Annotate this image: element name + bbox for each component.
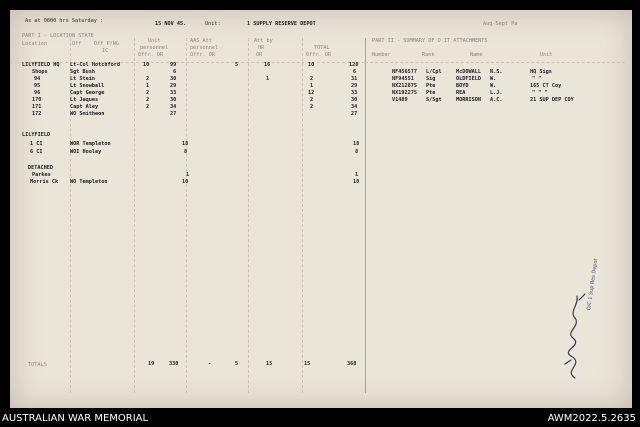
- column-divider: [248, 38, 249, 393]
- col-aas-2: personnel: [190, 45, 219, 51]
- col-aas-1: AAS Att: [190, 38, 212, 44]
- row-name: Lt Snowball: [70, 83, 105, 89]
- row-total-or: 128: [349, 62, 359, 68]
- unit-label: Unit:: [205, 21, 221, 27]
- att-initials: N.S.: [490, 69, 503, 75]
- column-divider: [134, 38, 135, 393]
- row-unit-or: 8: [184, 149, 188, 155]
- row-name: Lt-Col Hotchford: [70, 62, 120, 68]
- row-unit-off: 10: [143, 62, 150, 68]
- col-unit-1: Unit: [148, 38, 161, 44]
- row-name: Lt Stein: [70, 76, 95, 82]
- row-total-or: 1: [355, 172, 359, 178]
- row-total-or: 29: [351, 83, 358, 89]
- att-rank: S/Sgt: [426, 97, 442, 103]
- row-unit-or: 1: [186, 172, 190, 178]
- totals-label: TOTALS: [28, 362, 47, 368]
- row-name: Lt Jaques: [70, 97, 99, 103]
- row-att-or: 2: [310, 97, 314, 103]
- att-name: BOYD: [456, 83, 469, 89]
- att-name: MORRISON: [456, 97, 481, 103]
- part2-title: PART II - SUMMARY OF O IT ATTACHMENTS: [372, 38, 488, 44]
- total-att-or: 15: [304, 361, 311, 367]
- att-number: NX192275: [392, 90, 417, 96]
- att-initials: W.: [490, 83, 497, 89]
- row-name: WOI Hooley: [70, 149, 102, 155]
- row-total-or: 31: [351, 76, 358, 82]
- att-unit: 165 CT Coy: [530, 83, 562, 89]
- row-name: WOR Templeton: [70, 141, 111, 147]
- row-aas-or: 16: [264, 62, 271, 68]
- row-unit-or: 10: [182, 179, 189, 185]
- row-location: Morris Ck: [30, 179, 59, 185]
- row-unit-or: 18: [182, 141, 189, 147]
- row-att-or: 1: [310, 83, 314, 89]
- col-att-2: HR: [258, 45, 265, 51]
- att-unit: HQ Sigs: [530, 69, 552, 75]
- report-date: 15 NOV 45.: [155, 21, 187, 27]
- row-total-or: 33: [351, 90, 358, 96]
- att-initials: L.J.: [490, 90, 503, 96]
- col-unit: Unit: [540, 52, 553, 58]
- row-name: Capt Aley: [70, 104, 99, 110]
- part1-title: PART I - LOCATION STATE: [22, 33, 94, 39]
- att-rank: L/Cpl: [426, 69, 442, 75]
- row-total-or: 6: [353, 69, 357, 75]
- row-total-or: 27: [351, 111, 358, 117]
- total-aas-or: 5: [235, 361, 239, 367]
- period-text: Aug-Sept Pa: [483, 21, 518, 27]
- row-location: 96: [34, 90, 41, 96]
- column-divider: [302, 38, 303, 393]
- row-total-or: 8: [355, 149, 359, 155]
- row-unit-off: 2: [146, 76, 150, 82]
- att-number: V1489: [392, 97, 408, 103]
- att-initials: A.C.: [490, 97, 503, 103]
- col-location: Location: [22, 41, 47, 47]
- row-aas-or: 1: [266, 76, 270, 82]
- col-name: Name: [470, 52, 483, 58]
- att-rank: Sig: [426, 76, 436, 82]
- footer-ref: AWM2022.5.2635: [547, 413, 636, 424]
- row-att-or: 12: [308, 90, 315, 96]
- col-ic: IC: [102, 48, 109, 54]
- att-name: REA: [456, 90, 466, 96]
- row-total-or: 18: [353, 141, 360, 147]
- col-aas-3: Offr. OR: [190, 52, 215, 58]
- row-unit-off: 1: [146, 83, 150, 89]
- col-att-1: Att by: [254, 38, 273, 44]
- row-name: WO Smitheon: [70, 111, 105, 117]
- att-name: OLDFIELD: [456, 76, 481, 82]
- att-initials: W.: [490, 76, 497, 82]
- row-name: WO Templeton: [70, 179, 108, 185]
- footer-source: AUSTRALIAN WAR MEMORIAL: [2, 413, 149, 424]
- att-unit: 21 SUP DEP COY: [530, 97, 574, 103]
- col-unit-2: personnel: [140, 45, 169, 51]
- att-name: McDOWALL: [456, 69, 481, 75]
- col-total-1: TOTAL: [314, 45, 330, 51]
- signature: [555, 290, 595, 382]
- row-location: Shops: [32, 69, 48, 75]
- row-location: 1 CI: [30, 141, 43, 147]
- col-number: Number: [372, 52, 391, 58]
- row-unit-or: 33: [170, 90, 177, 96]
- row-name: Capt George: [70, 90, 105, 96]
- row-total-or: 30: [351, 97, 358, 103]
- col-off: Off: [72, 41, 82, 47]
- row-unit-or: 6: [173, 69, 177, 75]
- column-divider: [186, 38, 190, 393]
- total-unit-or: 330: [169, 361, 179, 367]
- row-location: 172: [32, 111, 42, 117]
- document-page: [10, 10, 632, 408]
- row-unit-off: 2: [146, 97, 150, 103]
- att-rank: Pte: [426, 83, 436, 89]
- unit-name: 1 SUPPLY RESERVE DEPOT: [247, 21, 316, 27]
- att-number: NF456577: [392, 69, 417, 75]
- section-heading-lilyfield-hq: LILYFIELD HQ: [22, 62, 60, 68]
- section-heading-detached: DETACHED: [28, 165, 53, 171]
- att-number: NX212875: [392, 83, 417, 89]
- row-unit-off: 2: [146, 104, 150, 110]
- row-unit-or: 27: [170, 111, 177, 117]
- col-off-p-ng: Off P/NG: [94, 41, 119, 47]
- row-location: 170: [32, 97, 42, 103]
- row-att-or: 2: [310, 104, 314, 110]
- att-number: NF94551: [392, 76, 414, 82]
- as-at-text: As at 0800 hrs Saturday :: [25, 18, 104, 24]
- unit-stamp: O/C 1 Sup Res Depot: [586, 258, 600, 311]
- row-unit-or: 30: [170, 76, 177, 82]
- row-location: Parkes: [32, 172, 51, 178]
- col-rank: Rank: [422, 52, 435, 58]
- row-unit-off: 2: [146, 90, 150, 96]
- row-location: 171: [32, 104, 42, 110]
- row-aas-off: 5: [235, 62, 239, 68]
- row-unit-or: 34: [170, 104, 177, 110]
- total-aas-off: -: [208, 361, 212, 367]
- part-divider: [365, 38, 366, 393]
- header-rule: [365, 62, 625, 63]
- att-unit: " ": [532, 76, 542, 82]
- section-heading-lilyfield: LILYFIELD: [22, 132, 51, 138]
- row-unit-or: 99: [170, 62, 177, 68]
- row-att-or: 2: [310, 76, 314, 82]
- col-att-3: OR: [256, 52, 263, 58]
- col-unit-3: Offr. OR: [138, 52, 163, 58]
- row-location: 6 CI: [30, 149, 43, 155]
- row-location: 94: [34, 76, 41, 82]
- total-unit-off: 19: [148, 361, 155, 367]
- row-unit-or: 30: [170, 97, 177, 103]
- row-total-or: 10: [353, 179, 360, 185]
- att-rank: Pte: [426, 90, 436, 96]
- total-att-off: 15: [266, 361, 273, 367]
- row-location: 95: [34, 83, 41, 89]
- att-unit: " " ": [532, 90, 548, 96]
- row-att-or: 10: [308, 62, 315, 68]
- row-name: Sgt Bush: [70, 69, 95, 75]
- row-total-or: 34: [351, 104, 358, 110]
- row-unit-or: 29: [170, 83, 177, 89]
- col-total-2: Offr. OR: [306, 52, 331, 58]
- total-or: 368: [347, 361, 357, 367]
